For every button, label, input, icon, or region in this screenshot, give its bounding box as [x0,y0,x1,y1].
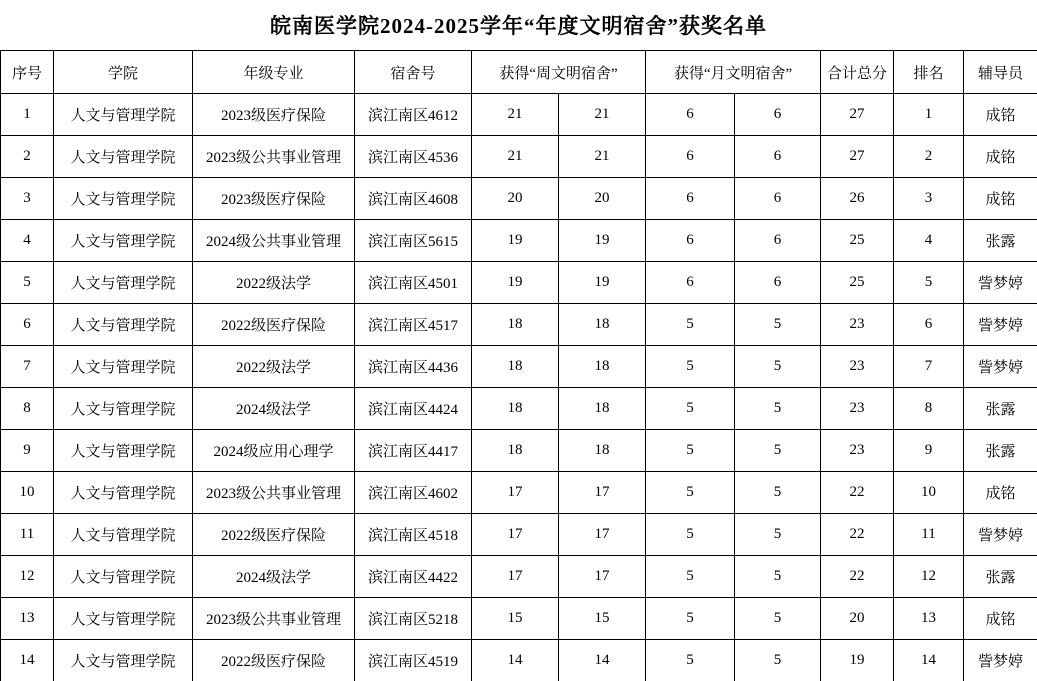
cell-weekly-score-1: 18 [472,304,559,346]
cell-dorm-number: 滨江南区4424 [355,388,472,430]
cell-monthly-score-2: 5 [735,304,821,346]
cell-dorm-number: 滨江南区4536 [355,136,472,178]
cell-monthly-score-2: 6 [735,262,821,304]
cell-counselor: 张露 [964,388,1037,430]
cell-total-score: 23 [821,346,894,388]
cell-weekly-score-1: 17 [472,514,559,556]
cell-dorm-number: 滨江南区5218 [355,598,472,640]
cell-monthly-score-1: 5 [646,304,735,346]
cell-major: 2024级法学 [193,388,355,430]
cell-counselor: 訾梦婷 [964,346,1037,388]
cell-college: 人文与管理学院 [54,262,193,304]
cell-monthly-score-2: 5 [735,514,821,556]
cell-college: 人文与管理学院 [54,220,193,262]
cell-weekly-score-1: 18 [472,388,559,430]
cell-total-score: 23 [821,430,894,472]
cell-weekly-score-1: 15 [472,598,559,640]
table-body [1,94,1037,681]
cell-major: 2022级法学 [193,346,355,388]
cell-weekly-score-1: 19 [472,262,559,304]
cell-rank: 4 [894,220,964,262]
cell-total-score: 27 [821,94,894,136]
cell-weekly-score-2: 21 [559,94,646,136]
cell-rank: 9 [894,430,964,472]
cell-rank: 7 [894,346,964,388]
cell-dorm-number: 滨江南区5615 [355,220,472,262]
cell-weekly-score-1: 14 [472,640,559,681]
cell-monthly-score-2: 6 [735,136,821,178]
table-row [1,94,1037,136]
cell-rank: 3 [894,178,964,220]
cell-monthly-score-2: 5 [735,556,821,598]
cell-index: 6 [1,304,54,346]
cell-major: 2023级公共事业管理 [193,472,355,514]
cell-major: 2022级医疗保险 [193,640,355,681]
cell-rank: 8 [894,388,964,430]
table-row [1,514,1037,556]
cell-counselor: 成铭 [964,136,1037,178]
table-row [1,598,1037,640]
cell-monthly-score-1: 5 [646,556,735,598]
cell-weekly-score-1: 17 [472,472,559,514]
cell-weekly-score-1: 21 [472,136,559,178]
cell-weekly-score-2: 18 [559,346,646,388]
cell-major: 2022级医疗保险 [193,514,355,556]
cell-total-score: 22 [821,472,894,514]
cell-total-score: 26 [821,178,894,220]
cell-index: 1 [1,94,54,136]
cell-monthly-score-1: 5 [646,388,735,430]
cell-index: 14 [1,640,54,681]
cell-total-score: 22 [821,514,894,556]
cell-weekly-score-2: 18 [559,388,646,430]
cell-college: 人文与管理学院 [54,346,193,388]
cell-total-score: 20 [821,598,894,640]
cell-weekly-score-1: 17 [472,556,559,598]
cell-rank: 12 [894,556,964,598]
cell-college: 人文与管理学院 [54,304,193,346]
cell-weekly-score-2: 18 [559,430,646,472]
cell-college: 人文与管理学院 [54,388,193,430]
cell-college: 人文与管理学院 [54,556,193,598]
cell-counselor: 成铭 [964,472,1037,514]
cell-weekly-score-1: 18 [472,346,559,388]
header-college: 学院 [54,51,193,94]
cell-weekly-score-2: 15 [559,598,646,640]
cell-monthly-score-1: 6 [646,262,735,304]
header-row [1,51,1037,94]
cell-index: 10 [1,472,54,514]
table-row [1,346,1037,388]
cell-weekly-score-1: 20 [472,178,559,220]
cell-total-score: 22 [821,556,894,598]
cell-monthly-score-2: 5 [735,472,821,514]
cell-monthly-score-1: 5 [646,430,735,472]
cell-weekly-score-2: 14 [559,640,646,681]
cell-index: 9 [1,430,54,472]
cell-major: 2022级医疗保险 [193,304,355,346]
cell-weekly-score-1: 21 [472,94,559,136]
cell-rank: 11 [894,514,964,556]
cell-college: 人文与管理学院 [54,430,193,472]
cell-counselor: 张露 [964,220,1037,262]
table-row [1,640,1037,681]
cell-counselor: 成铭 [964,598,1037,640]
cell-total-score: 25 [821,262,894,304]
cell-monthly-score-1: 5 [646,346,735,388]
cell-weekly-score-2: 20 [559,178,646,220]
cell-major: 2023级医疗保险 [193,178,355,220]
cell-total-score: 23 [821,388,894,430]
cell-index: 5 [1,262,54,304]
page-title: 皖南医学院2024-2025学年“年度文明宿舍”获奖名单 [270,14,767,38]
table-row [1,430,1037,472]
cell-counselor: 张露 [964,430,1037,472]
cell-monthly-score-2: 5 [735,430,821,472]
header-counselor: 辅导员 [964,51,1037,94]
cell-dorm-number: 滨江南区4612 [355,94,472,136]
cell-weekly-score-2: 18 [559,304,646,346]
cell-rank: 6 [894,304,964,346]
cell-rank: 13 [894,598,964,640]
cell-weekly-score-1: 18 [472,430,559,472]
cell-index: 2 [1,136,54,178]
cell-rank: 2 [894,136,964,178]
header-total: 合计总分 [821,51,894,94]
cell-index: 7 [1,346,54,388]
cell-dorm-number: 滨江南区4602 [355,472,472,514]
cell-monthly-score-2: 6 [735,178,821,220]
cell-monthly-score-2: 5 [735,388,821,430]
cell-monthly-score-1: 6 [646,136,735,178]
cell-total-score: 27 [821,136,894,178]
cell-major: 2023级公共事业管理 [193,136,355,178]
cell-monthly-score-1: 6 [646,220,735,262]
cell-monthly-score-1: 5 [646,640,735,681]
cell-major: 2024级公共事业管理 [193,220,355,262]
cell-dorm-number: 滨江南区4517 [355,304,472,346]
cell-monthly-score-1: 6 [646,94,735,136]
header-monthly-award: 获得“月文明宿舍” [646,51,821,94]
cell-major: 2024级应用心理学 [193,430,355,472]
cell-index: 4 [1,220,54,262]
cell-college: 人文与管理学院 [54,598,193,640]
cell-rank: 5 [894,262,964,304]
cell-dorm-number: 滨江南区4608 [355,178,472,220]
cell-monthly-score-1: 5 [646,598,735,640]
table-row [1,262,1037,304]
header-rank: 排名 [894,51,964,94]
cell-dorm-number: 滨江南区4436 [355,346,472,388]
cell-monthly-score-2: 5 [735,346,821,388]
cell-dorm-number: 滨江南区4422 [355,556,472,598]
cell-monthly-score-2: 6 [735,94,821,136]
cell-dorm-number: 滨江南区4417 [355,430,472,472]
table-row [1,304,1037,346]
cell-total-score: 25 [821,220,894,262]
cell-college: 人文与管理学院 [54,94,193,136]
cell-monthly-score-2: 5 [735,640,821,681]
cell-counselor: 訾梦婷 [964,304,1037,346]
cell-college: 人文与管理学院 [54,472,193,514]
cell-major: 2023级医疗保险 [193,94,355,136]
cell-dorm-number: 滨江南区4501 [355,262,472,304]
cell-weekly-score-2: 17 [559,472,646,514]
cell-dorm-number: 滨江南区4519 [355,640,472,681]
cell-monthly-score-1: 5 [646,514,735,556]
table-row [1,556,1037,598]
cell-weekly-score-2: 19 [559,262,646,304]
header-index: 序号 [1,51,54,94]
cell-index: 8 [1,388,54,430]
cell-weekly-score-2: 17 [559,514,646,556]
cell-counselor: 成铭 [964,94,1037,136]
cell-rank: 10 [894,472,964,514]
cell-major: 2024级法学 [193,556,355,598]
cell-weekly-score-2: 19 [559,220,646,262]
cell-weekly-score-2: 17 [559,556,646,598]
table-row [1,178,1037,220]
cell-monthly-score-2: 6 [735,220,821,262]
cell-college: 人文与管理学院 [54,514,193,556]
cell-monthly-score-1: 5 [646,472,735,514]
table-row [1,220,1037,262]
header-weekly-award: 获得“周文明宿舍” [472,51,646,94]
cell-total-score: 19 [821,640,894,681]
table-row [1,472,1037,514]
cell-major: 2022级法学 [193,262,355,304]
cell-index: 3 [1,178,54,220]
cell-counselor: 张露 [964,556,1037,598]
cell-weekly-score-2: 21 [559,136,646,178]
cell-monthly-score-2: 5 [735,598,821,640]
award-table [0,50,1037,681]
cell-counselor: 訾梦婷 [964,514,1037,556]
table-row [1,136,1037,178]
cell-major: 2023级公共事业管理 [193,598,355,640]
cell-college: 人文与管理学院 [54,640,193,681]
cell-total-score: 23 [821,304,894,346]
cell-monthly-score-1: 6 [646,178,735,220]
cell-index: 12 [1,556,54,598]
cell-index: 13 [1,598,54,640]
table-row [1,388,1037,430]
cell-rank: 1 [894,94,964,136]
header-dorm: 宿舍号 [355,51,472,94]
cell-dorm-number: 滨江南区4518 [355,514,472,556]
cell-weekly-score-1: 19 [472,220,559,262]
header-major: 年级专业 [193,51,355,94]
cell-counselor: 成铭 [964,178,1037,220]
cell-counselor: 訾梦婷 [964,262,1037,304]
cell-counselor: 訾梦婷 [964,640,1037,681]
cell-college: 人文与管理学院 [54,178,193,220]
cell-index: 11 [1,514,54,556]
cell-rank: 14 [894,640,964,681]
cell-college: 人文与管理学院 [54,136,193,178]
